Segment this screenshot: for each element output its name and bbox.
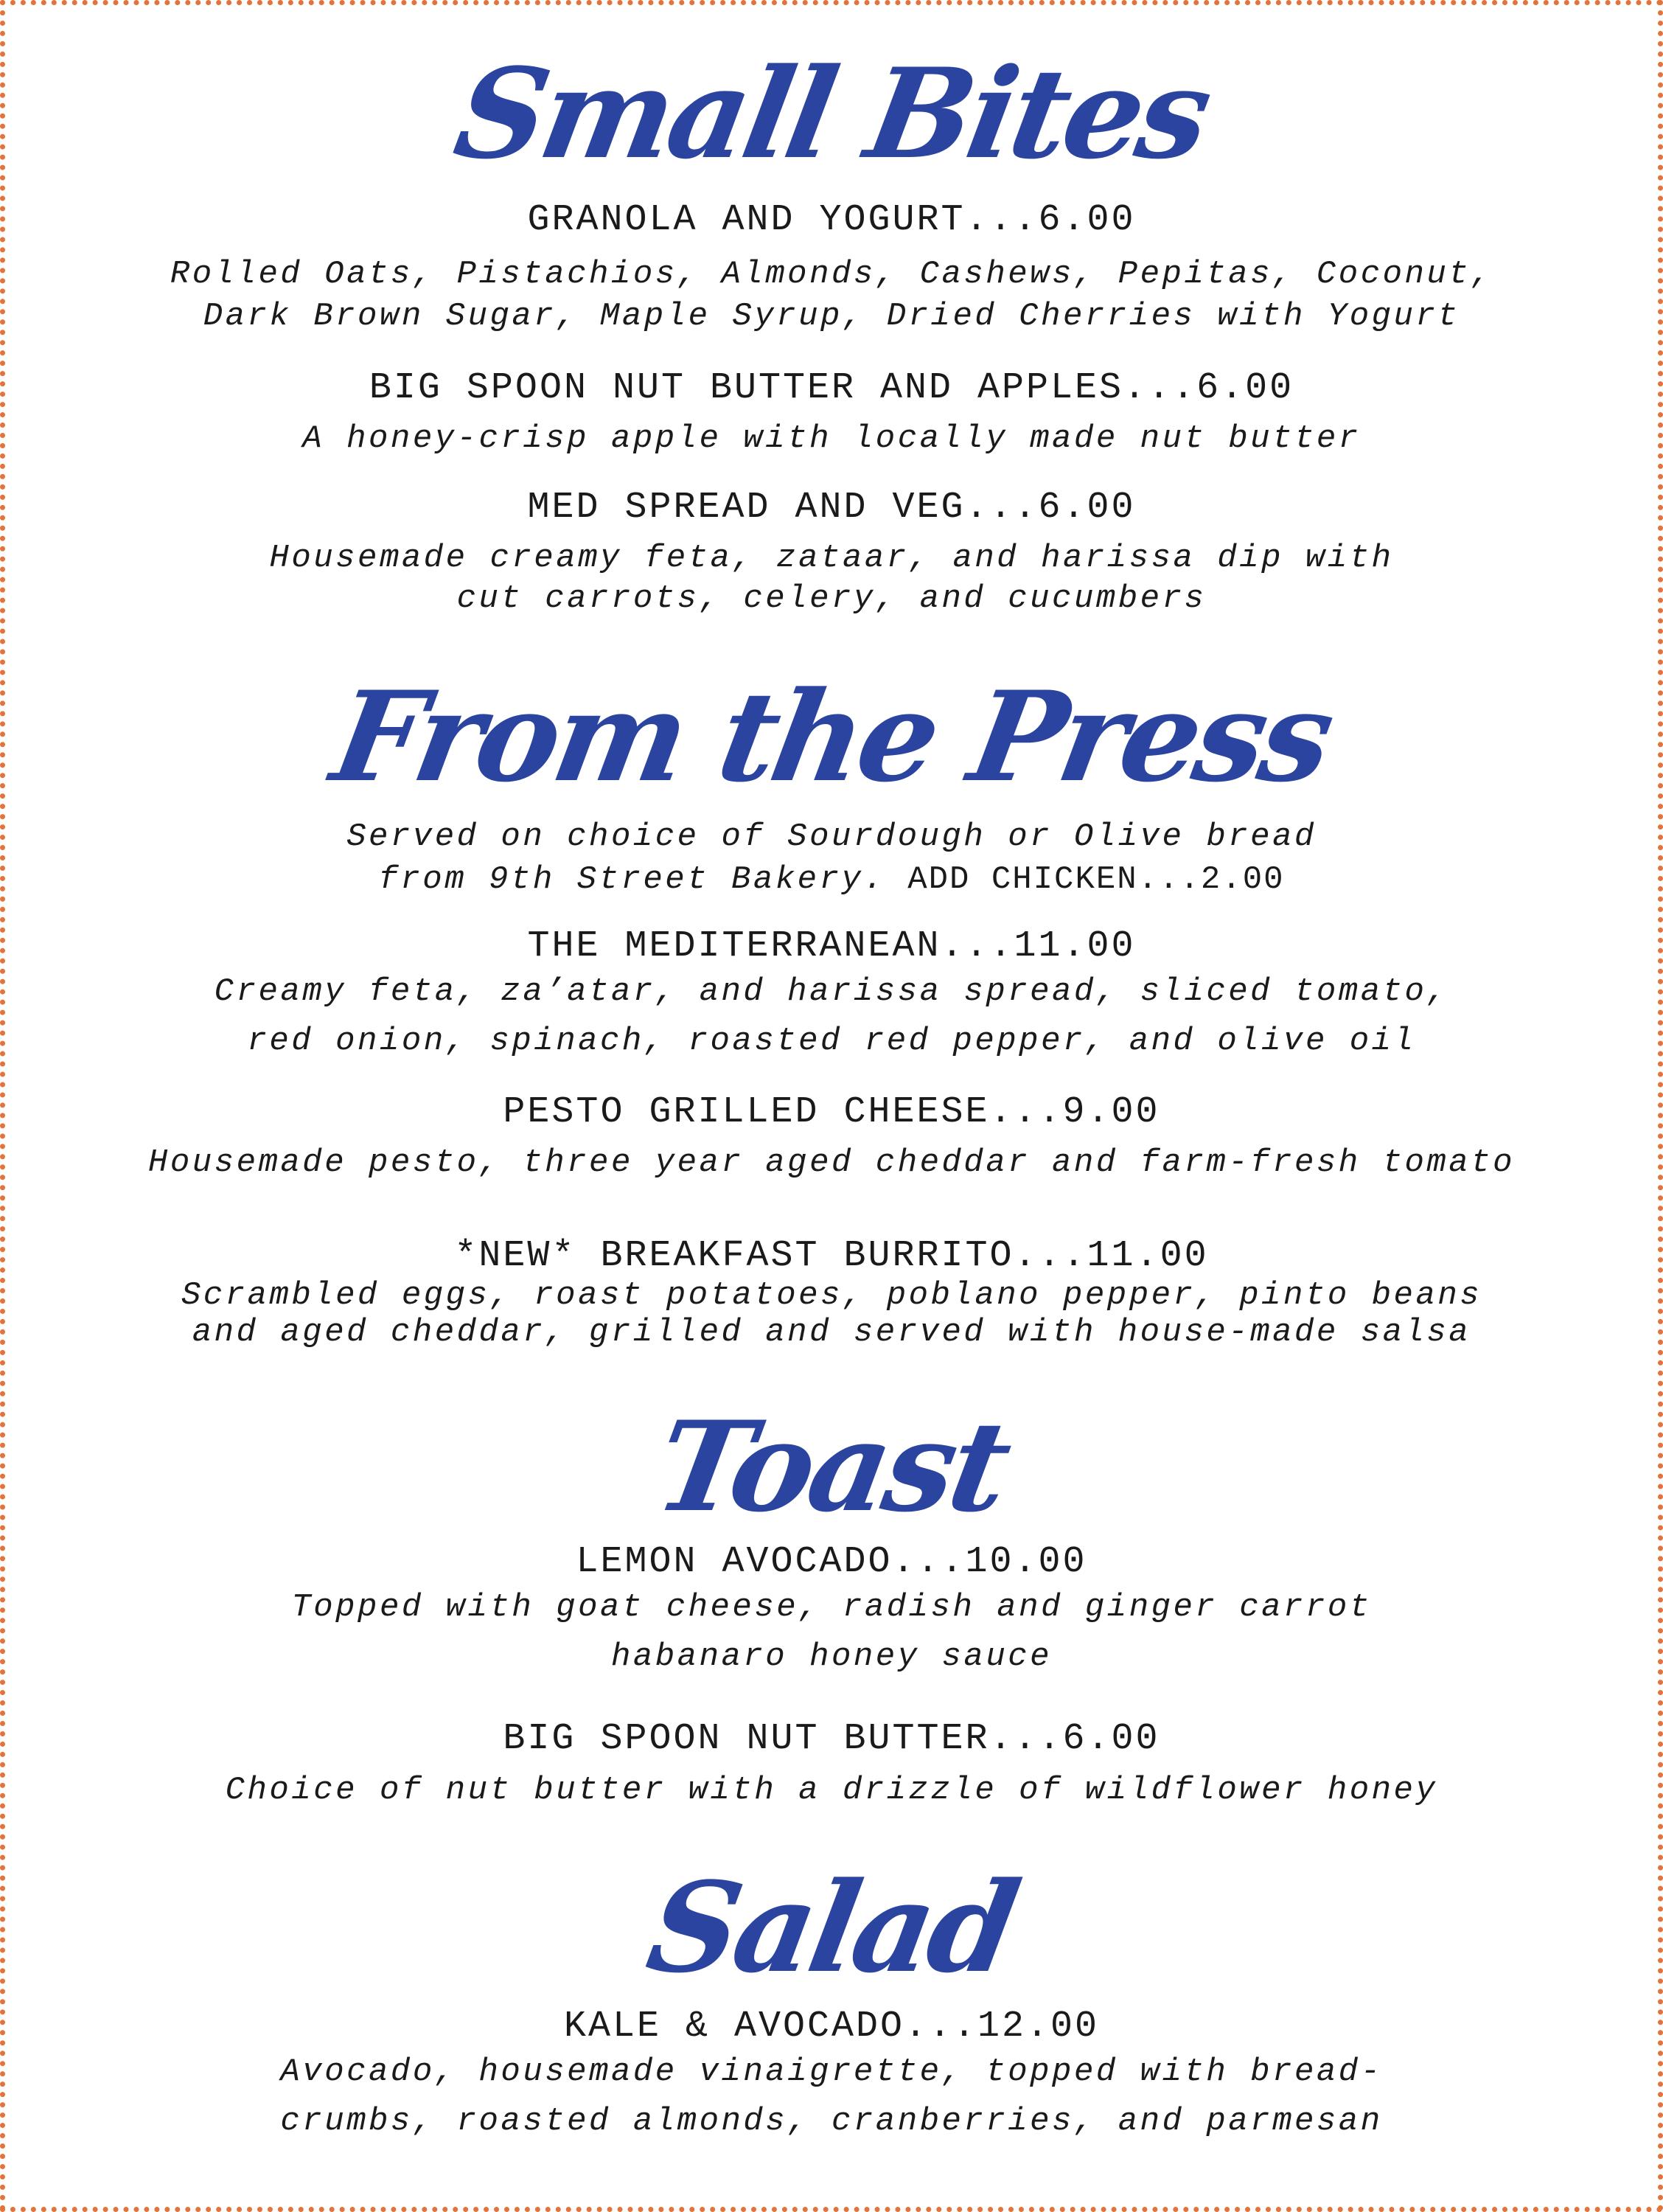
item-title-granola: GRANOLA AND YOGURT...6.00 xyxy=(527,199,1136,241)
item-title-med-spread: MED SPREAD AND VEG...6.00 xyxy=(527,487,1136,529)
item-desc-granola-line1: Rolled Oats, Pistachios, Almonds, Cashews, Pepitas, Coconut, xyxy=(170,256,1493,293)
section-title-small-bites: Small Bites xyxy=(445,41,1218,187)
item-desc-mediterranean-line2: red onion, spinach, roasted red pepper, and olive oil xyxy=(247,1023,1416,1060)
item-desc-lemon-avocado-line1: Topped with goat cheese, radish and ginger carrot xyxy=(291,1589,1372,1626)
item-desc-granola-line2: Dark Brown Sugar, Maple Syrup, Dried Cherries with Yogurt xyxy=(203,298,1460,335)
section-title-salad: Salad xyxy=(638,1854,1025,2000)
item-desc-mediterranean-line1: Creamy feta, za’atar, and harissa spread, sliced tomato, xyxy=(214,973,1449,1010)
item-desc-pesto-grilled-cheese: Housemade pesto, three year aged cheddar and farm-fresh tomato xyxy=(147,1144,1516,1181)
item-title-breakfast-burrito: *NEW* BREAKFAST BURRITO...11.00 xyxy=(454,1235,1209,1277)
item-desc-big-spoon-nut-butter: Choice of nut butter with a drizzle of wildflower honey xyxy=(225,1772,1438,1809)
item-desc-breakfast-burrito-line1: Scrambled eggs, roast potatoes, poblano pepper, pinto beans xyxy=(181,1277,1482,1314)
item-title-lemon-avocado: LEMON AVOCADO...10.00 xyxy=(576,1541,1087,1583)
section-title-from-the-press: From the Press xyxy=(322,664,1341,810)
item-desc-nut-butter-apples: A honey-crisp apple with locally made nut butter xyxy=(302,420,1361,457)
item-title-nut-butter-apples: BIG SPOON NUT BUTTER AND APPLES...6.00 xyxy=(369,367,1294,409)
press-intro-line2 xyxy=(0,861,1663,898)
section-title-toast: Toast xyxy=(646,1394,1017,1540)
item-desc-breakfast-burrito-line2: and aged cheddar, grilled and served with house-made salsa xyxy=(192,1314,1471,1351)
item-desc-med-spread-line1: Housemade creamy feta, zataar, and harissa dip with xyxy=(269,540,1394,577)
item-desc-med-spread-line2: cut carrots, celery, and cucumbers xyxy=(456,580,1207,617)
item-title-big-spoon-nut-butter: BIG SPOON NUT BUTTER...6.00 xyxy=(503,1718,1160,1760)
item-title-kale-avocado: KALE & AVOCADO...12.00 xyxy=(563,2006,1100,2048)
press-intro-line1: Served on choice of Sourdough or Olive bread xyxy=(346,818,1317,855)
item-title-mediterranean: THE MEDITERRANEAN...11.00 xyxy=(527,925,1136,967)
press-intro-bakery: from 9th Street Bakery. xyxy=(378,861,886,898)
item-title-pesto-grilled-cheese: PESTO GRILLED CHEESE...9.00 xyxy=(503,1091,1160,1133)
item-desc-lemon-avocado-line2: habanaro honey sauce xyxy=(610,1638,1053,1675)
item-desc-kale-avocado-line1: Avocado, housemade vinaigrette, topped with bread- xyxy=(280,2053,1383,2090)
press-add-chicken: ADD CHICKEN...2.00 xyxy=(907,861,1285,898)
item-desc-kale-avocado-line2: crumbs, roasted almonds, cranberries, and parmesan xyxy=(280,2103,1383,2140)
